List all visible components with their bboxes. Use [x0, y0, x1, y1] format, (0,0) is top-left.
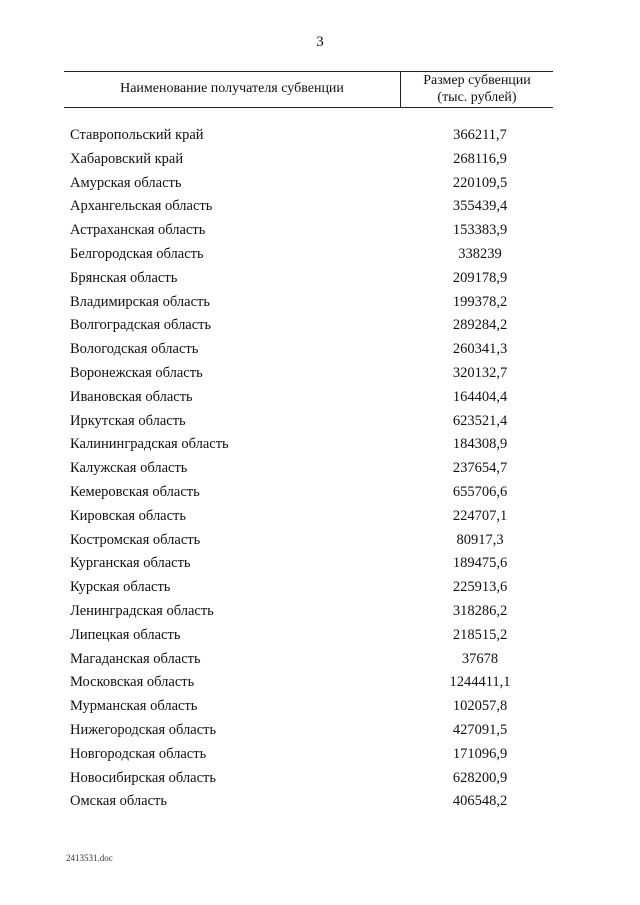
- subsidy-amount: 623521,4: [452, 412, 508, 429]
- region-name: Кемеровская область: [70, 483, 200, 500]
- table-row: [0, 600, 640, 624]
- table-row: [0, 386, 640, 410]
- table-row: [0, 695, 640, 719]
- region-name: Воронежская область: [70, 364, 203, 381]
- table-row: [0, 219, 640, 243]
- table-row: [0, 576, 640, 600]
- region-name: Ленинградская область: [70, 602, 214, 619]
- table-row: [0, 671, 640, 695]
- table-row: [0, 172, 640, 196]
- subsidy-amount: 338239: [458, 245, 502, 262]
- table-row: [0, 648, 640, 672]
- table-row: [0, 243, 640, 267]
- table-row: [0, 124, 640, 148]
- subsidy-amount: 318286,2: [452, 602, 508, 619]
- region-name: Московская область: [70, 674, 195, 691]
- subsidy-amount: 102057,8: [452, 698, 508, 715]
- table-row: [0, 338, 640, 362]
- subsidy-amount: 655706,6: [452, 483, 508, 500]
- table-row: [0, 743, 640, 767]
- table-row: [0, 433, 640, 457]
- table-row: [0, 291, 640, 315]
- table-row: [0, 767, 640, 791]
- table-row: [0, 148, 640, 172]
- region-name: Калининградская область: [70, 436, 229, 453]
- region-name: Курганская область: [70, 555, 191, 572]
- region-name: Амурская область: [70, 174, 182, 191]
- region-name: Хабаровский край: [70, 150, 184, 167]
- subsidy-amount: 320132,7: [452, 364, 508, 381]
- region-name: Магаданская область: [70, 650, 201, 667]
- subsidy-amount: 225913,6: [452, 579, 508, 596]
- region-name: Курская область: [70, 579, 171, 596]
- page-number: 3: [316, 34, 324, 50]
- subsidy-amount: 628200,9: [452, 769, 508, 786]
- subsidy-amount: 1244411,1: [449, 674, 511, 691]
- subsidy-amount: 268116,9: [453, 150, 507, 167]
- subsidy-amount: 199378,2: [452, 293, 508, 310]
- header-subsidy-amount: [401, 72, 553, 106]
- subsidy-amount: 406548,2: [452, 793, 508, 810]
- region-name: Ивановская область: [70, 388, 193, 405]
- table-row: [0, 719, 640, 743]
- subsidy-amount: 189475,6: [452, 555, 508, 572]
- region-name: Нижегородская область: [70, 721, 217, 738]
- region-name: Новосибирская область: [70, 769, 216, 786]
- table-row: [0, 790, 640, 814]
- region-name: Ставропольский край: [70, 127, 204, 143]
- table-header: [64, 71, 553, 108]
- region-name: Калужская область: [70, 460, 188, 477]
- subsidy-amount: 171096,9: [452, 745, 508, 762]
- table-row: [0, 267, 640, 291]
- subsidy-amount: 224707,1: [452, 507, 508, 524]
- table-row: [0, 195, 640, 219]
- region-name: Мурманская область: [70, 698, 198, 715]
- region-name: Омская область: [70, 793, 167, 810]
- subsidy-amount: 184308,9: [452, 436, 508, 453]
- header-recipient-name: Наименование получателя субвенции: [120, 81, 344, 96]
- subsidy-amount: 260341,3: [452, 341, 508, 358]
- region-name: Волгоградская область: [70, 317, 212, 334]
- region-name: Астраханская область: [70, 222, 206, 239]
- footer-file-ref: 2413531.doc: [66, 853, 113, 863]
- subsidy-amount: 218515,2: [452, 626, 508, 643]
- table-row: [0, 457, 640, 481]
- table-row: [0, 481, 640, 505]
- subsidy-amount: 37678: [461, 650, 499, 667]
- region-name: Иркутская область: [70, 412, 186, 429]
- table-row: [0, 314, 640, 338]
- subsidy-amount: 153383,9: [452, 222, 508, 239]
- subsidy-amount: 427091,5: [452, 721, 508, 738]
- subsidy-amount: 220109,5: [452, 174, 508, 191]
- subsidy-amount: 366211,7: [453, 127, 507, 143]
- region-name: Костромская область: [70, 531, 201, 548]
- subsidy-amount: 164404,4: [452, 388, 508, 405]
- subsidy-amount: 80917,3: [456, 531, 504, 548]
- region-name: Белгородская область: [70, 245, 204, 262]
- region-name: Липецкая область: [70, 626, 181, 643]
- region-name: Кировская область: [70, 507, 187, 524]
- region-name: Новгородская область: [70, 745, 207, 762]
- table-row: [0, 552, 640, 576]
- header-amount-line2: (тыс. рублей): [437, 90, 517, 105]
- subsidy-amount: 355439,4: [452, 198, 508, 215]
- subsidy-amount: 289284,2: [452, 317, 508, 334]
- subsidy-amount: 237654,7: [452, 460, 508, 477]
- table-row: [0, 410, 640, 434]
- table-row: [0, 362, 640, 386]
- table-row: [0, 505, 640, 529]
- table-row: [0, 624, 640, 648]
- region-name: Брянская область: [70, 269, 178, 286]
- table-row: [0, 529, 640, 553]
- region-name: Вологодская область: [70, 341, 199, 358]
- region-name: Владимирская область: [70, 293, 210, 310]
- region-name: Архангельская область: [70, 198, 213, 215]
- header-amount-line1: Размер субвенции: [423, 73, 531, 88]
- table-body: [0, 124, 640, 814]
- subsidy-amount: 209178,9: [452, 269, 508, 286]
